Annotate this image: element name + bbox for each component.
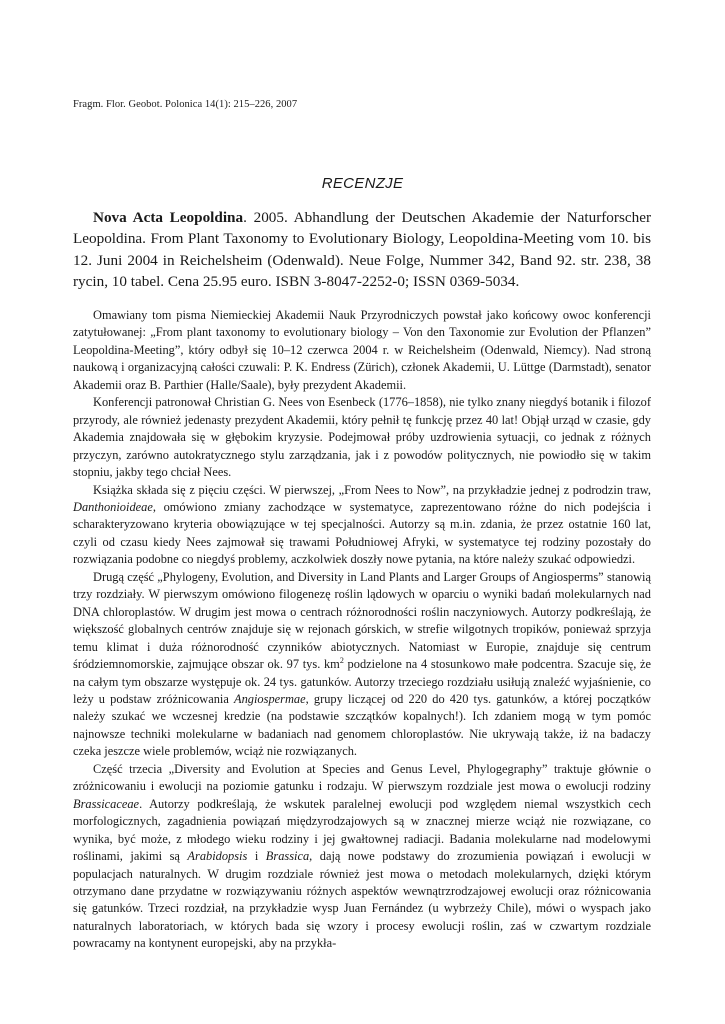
review-citation — [73, 207, 651, 292]
taxon-name: Angiospermae — [234, 691, 306, 706]
paragraph-3 — [73, 482, 651, 569]
paragraph-3-text-a: Książka składa się z pięciu części. W pierwszej, „From Nees to Now”, na przykładzie jednej z podrodzin traw, — [93, 482, 651, 497]
paragraph-4 — [73, 569, 651, 761]
publication-details: . 2005. Abhandlung der Deutschen Akademie der Naturforscher Leopoldina. From Plant Taxonomy to Evolutionary Biology, Leopoldina-Meeting vom 10. bis 12. Juni 2004 in Reichelsheim (Odenwald). Neue Folge, Nummer 342, Band 92. str. 238, 38 rycin, 10 tabel. Cena 25.95 euro. ISBN 3-8047-2252-0; ISSN 0369-5034. — [73, 209, 652, 290]
journal-reference: Fragm. Flor. Geobot. Polonica 14(1): 215–226, 2007 — [73, 99, 298, 110]
taxon-name: Brassica — [265, 849, 310, 864]
review-body — [73, 307, 651, 953]
paragraph-3-text-b: , omówiono zmiany zachodzące w systematyce, zaprezentowano różne do nich podejścia i scharakteryzowano kryteria obowiązujące w tej specjalności. Autorzy są m.in. zdania, że przez ostatnie 160 lat, czyli od czasu kiedy Nees zajmował się trawami Południowej Afryki, w systematyce tej rodziny pozostały do rozwiązania podobne co niegdyś problemy, aczkolwiek doszły nowe pytania, na które należy szukać odpowiedzi. — [73, 499, 651, 567]
paragraph-5-text-b: . Autorzy podkreślają, że wskutek paralelnej ewolucji pod względem niemal wszystkich cech morfologicznych, zagadnienia powiązań międzyrodzajowych są w znacznej mierze wciąż nie rozwiązane, co wynika, być może, z młodego wieku rodziny i jej gwałtownej radiacji. Badania molekularne nad modelowymi roślinami, jakimi są — [73, 796, 651, 864]
paragraph-5 — [73, 761, 651, 953]
paragraph-5-text-c: i — [247, 849, 266, 864]
paragraph-4-text-b: podzielone na 4 stosunkowo małe podcentra. Szacuje się, że na całym tym obszarze występuje ok. 24 tys. gatunków. Autorzy trzeciego rozdziału usiłują znaleźć wyjaśnienie, co leży u podstaw zróżnicowania — [73, 657, 651, 706]
paragraph-4-text-c: , grupy liczącej od 220 do 420 tys. gatunków, a której początków należy szukać we wczesnej kredzie (na podstawie szczątków kopalnych!). Ich zdaniem mogą w tym pomóc najnowsze techniki molekularne w badaniach nad genomem chloroplastów. Nie ukrywają także, iż na badaczy czeka jeszcze wiele problemów, wciąż nie rozwiązanych. — [73, 691, 651, 759]
publication-title: Nova Acta Leopoldina — [93, 209, 244, 226]
taxon-name: Danthonioideae — [73, 499, 153, 514]
paragraph-1: Omawiany tom pisma Niemieckiej Akademii Nauk Przyrodniczych powstał jako końcowy owoc konferencji zatytułowanej: „From plant taxonomy to evolutionary biology – Von den Taxonomie zur Evolution der Pflanzen” Leopoldina-Meeting”, który odbył się 10–12 czerwca 2004 r. w Reichelsheim (Odenwald, Niemcy). Nad stroną naukową i organizacyjną całości czuwali: P. K. Endress (Zürich), członek Akademii, U. Lüttge (Darmstadt), senator Akademii oraz B. Parthier (Halle/Saale), były prezydent Akademii. — [73, 308, 651, 392]
taxon-name: Arabidopsis — [187, 849, 248, 864]
paragraph-5-text-a: Część trzecia „Diversity and Evolution at Species and Genus Level, Phylogegraphy” traktuje głównie o zróżnicowaniu i ewolucji na poziomie gatunku i rodzaju. W pierwszym rozdziale jest mowa o ewolucji rodziny — [73, 761, 651, 794]
paragraph-5-text-d: , dają nowe podstawy do zrozumienia powiązań i ewolucji w populacjach naturalnych. W drugim rozdziale również jest mowa o metodach molekularnych, dzięki którym otrzymano dane przydatne w rozwiązywaniu różnych aspektów wewnątrzrodzajowej ewolucji oraz różnicowania się gatunków. Trzeci rozdział, na przykładzie wysp Juan Fernández (u wybrzeży Chile), mówi o wyspach jako naturalnych laboratoriach, w których bada się wzory i procesy ewolucji roślin, zaś w czwartym rozdziale powracamy na kontynent europejski, aby na przykła- — [73, 849, 651, 951]
section-title: RECENZJE — [321, 175, 404, 192]
paragraph-4-text-a: Drugą część „Phylogeny, Evolution, and Diversity in Land Plants and Larger Groups of Angiosperms” stanowią trzy rozdziały. W pierwszym omówiono filogenezę roślin lądowych w oparciu o wyniki badań molekularnych nad DNA chloroplastów. W drugim jest mowa o centrach różnorodności roślin naczyniowych. Autorzy podkreślają, że większość globalnych centrów znajduje się w rejonach górskich, w strefie wilgotnych tropików, ponieważ sprzyja temu klimat i duża różnorodność czynników abiotycznych. Natomiast w Europie, znajduje się centrum śródziemnomorskie, zajmujące obszar ok. 97 tys. km — [73, 569, 651, 672]
paragraph-2: Konferencji patronował Christian G. Nees von Esenbeck (1776–1858), nie tylko znany niegdyś botanik i filozof przyrody, ale również jedenasty prezydent Akademii, który pełnił tę funkcję przez 40 lat! Objął urząd w czasie, gdy Akademia znajdowała się w głębokim kryzysie. Podejmował próby uzdrowienia sytuacji, co jednak z różnych przyczyn, zarówno autokratycznego stylu zarządzania, jak i z powodów politycznych, nie powiodło się w takim stopniu, jakby tego chciał Nees. — [73, 395, 651, 480]
taxon-name: Brassicaceae — [73, 796, 140, 811]
superscript: 2 — [339, 656, 344, 666]
